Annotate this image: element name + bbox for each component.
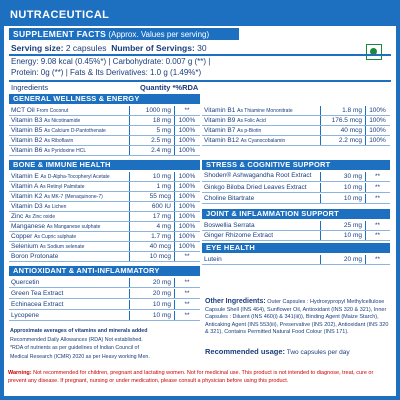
ingredient-label: Zinc — [11, 213, 24, 220]
ingredient-rda: ** — [184, 253, 190, 260]
row-separator — [202, 203, 390, 204]
warning-box — [4, 366, 396, 396]
ingredient-quantity: 18 mg — [152, 117, 171, 124]
ingredient-source: From Coconut — [36, 108, 69, 114]
ingredient-label: Vitamin E — [11, 173, 39, 180]
ingredient-rda: 100% — [178, 203, 196, 210]
ingredient-name — [204, 183, 318, 192]
ingredient-source: As MK-7 (Menaquinone-7) — [44, 194, 103, 200]
ingredient-source: As p-Biotin — [237, 128, 262, 134]
table-row — [9, 212, 200, 221]
divider — [9, 80, 391, 82]
table-row — [202, 116, 390, 125]
table-row — [9, 289, 200, 298]
ingredient-quantity: 2.5 mg — [151, 137, 171, 144]
ingredient-source: As Sodium selenate — [39, 244, 85, 250]
table-row — [9, 278, 200, 287]
recommended-usage — [205, 347, 350, 356]
ingredient-name — [204, 172, 318, 180]
serving-info: Serving size: 2 capsules Number of Servings: 30 — [11, 43, 207, 53]
ingredient-source: As Cyanocobalamin — [240, 138, 286, 144]
ingredient-source: As Riboflavin — [44, 138, 74, 144]
row-separator — [9, 155, 200, 156]
supplement-facts-title: SUPPLEMENT FACTS — [13, 29, 107, 39]
ingredient-rda: ** — [374, 256, 381, 263]
row-separator — [202, 192, 390, 193]
ingredient-source: As D-Alpha-Tocopheryl Acetate — [40, 174, 110, 180]
table-row — [9, 126, 200, 135]
ingredient-label: Lutein — [204, 256, 222, 263]
ingredient-quantity: 10 mg — [152, 173, 171, 180]
ingredient-quantity: 55 mcg — [149, 193, 171, 200]
ingredient-quantity: 2.4 mg — [151, 147, 171, 154]
protein-line: Protein: 0g (**) | Fats & Its Derivatives: 1.0 g (1.49%*) — [11, 68, 202, 77]
table-row — [202, 255, 390, 264]
ingredient-label: Vitamin D3 — [11, 203, 43, 210]
ingredient-label: Copper — [11, 233, 33, 240]
ingredient-quantity: 20 mg — [152, 290, 171, 297]
ingredient-label: Ginkgo Biloba Dried Leaves Extract — [204, 184, 307, 191]
table-row — [9, 172, 200, 181]
energy-info — [11, 56, 210, 78]
ingredient-name — [204, 231, 318, 240]
ingredient-quantity: 1 mg — [156, 183, 171, 190]
ingredient-rda: 100% — [178, 213, 196, 220]
ingredient-quantity: 40 mcg — [149, 243, 171, 250]
ingredient-rda: 100% — [369, 137, 386, 144]
table-row — [9, 222, 200, 231]
table-row — [9, 232, 200, 241]
ingredient-name — [11, 252, 127, 261]
footnotes — [10, 327, 200, 361]
ingredient-name — [204, 194, 318, 203]
ingredient-rda: 100% — [178, 137, 196, 144]
ingredient-name — [11, 311, 127, 320]
table-row — [9, 146, 200, 155]
row-separator — [9, 298, 200, 299]
table-row — [9, 311, 200, 320]
ingredient-rda: 100% — [369, 127, 386, 134]
ingredient-rda: ** — [184, 107, 190, 114]
section-eye-health: EYE HEALTH — [202, 243, 390, 253]
ingredient-quantity: 2.2 mcg — [338, 137, 362, 144]
ingredient-label: Vitamin B9 — [204, 117, 236, 124]
supplement-facts-panel — [4, 26, 396, 396]
ingredient-source: As Nicotinamide — [44, 118, 81, 124]
ingredient-name — [204, 221, 318, 230]
ingredient-label: Vitamin B7 — [204, 127, 236, 134]
ingredient-quantity: 20 mg — [152, 279, 171, 286]
ingredient-label: Vitamin B1 — [204, 107, 236, 114]
row-separator — [202, 145, 390, 146]
ingredient-quantity: 10 mg — [343, 232, 362, 239]
ingredient-source: As Pyridoxine HCL — [44, 148, 87, 154]
ingredient-rda: ** — [184, 290, 190, 297]
ingredient-rda: 100% — [178, 233, 196, 240]
ingredient-quantity: 10 mcg — [149, 253, 171, 260]
ingredient-quantity: 25 mg — [343, 222, 362, 229]
ingredient-rda: ** — [374, 184, 381, 191]
warning-label: Warning: — [8, 370, 32, 376]
table-row — [9, 242, 200, 251]
ingredient-rda: ** — [184, 279, 190, 286]
ingredient-quantity: 4 mg — [156, 223, 171, 230]
section-bone-immune: BONE & IMMUNE HEALTH — [9, 160, 200, 170]
ingredient-rda: 100% — [178, 117, 196, 124]
ingredient-quantity: 1.7 mg — [151, 233, 171, 240]
row-separator — [202, 181, 390, 182]
table-row — [202, 221, 390, 230]
ingredient-label: Lycopene — [11, 312, 39, 319]
ingredient-rda: 100% — [178, 173, 196, 180]
ingredient-rda: ** — [184, 301, 190, 308]
footnote-line: Approximate averages of vitamins and minerals added — [10, 328, 148, 334]
ingredient-source: As Cupric sulphate — [34, 234, 77, 240]
table-row — [202, 231, 390, 240]
footnote-line: Medical Research (ICMR) 2020 as per Heavy working Men. — [10, 353, 150, 360]
ingredient-rda: 100% — [178, 127, 196, 134]
ingredient-quantity: 10 mg — [152, 312, 171, 319]
ingredient-quantity: 5 mg — [156, 127, 171, 134]
ingredient-label: Ginger Rhizome Extract — [204, 232, 273, 239]
ingredient-quantity: 10 mg — [152, 301, 171, 308]
section-joint-inflammation: JOINT & INFLAMMATION SUPPORT — [202, 209, 390, 219]
ingredient-label: Vitamin A — [11, 183, 38, 190]
footnote-line: Recommended Daily Allowances (RDA) Not established. — [10, 336, 143, 343]
ingredient-rda: 100% — [178, 243, 196, 250]
supplement-facts-note: (Approx. Values per serving) — [108, 30, 210, 39]
table-row — [9, 116, 200, 125]
ingredient-quantity: 20 mg — [343, 256, 362, 263]
ingredient-label: Echinacea Extract — [11, 301, 64, 308]
ingredient-label: Boron Protonate — [11, 253, 59, 260]
ingredient-rda: 100% — [369, 117, 386, 124]
row-separator — [202, 264, 390, 265]
ingredient-quantity: 176.5 mcg — [331, 117, 362, 124]
table-row — [202, 136, 390, 145]
ingredient-rda: 100% — [178, 183, 196, 190]
ingredient-rda: 100% — [178, 147, 196, 154]
ingredient-quantity: 30 mg — [343, 173, 362, 180]
ingredient-label: Selenium — [11, 243, 39, 250]
ingredient-quantity: 1.8 mg — [342, 107, 362, 114]
other-ingredients-text: Outer Capsules : Hydroxypropyl Methylcellulose Capsule Shell (INS 464), Sunflower Oil, Antioxidant (INS 320 & 321), Inner Capsules : Diluent (INS 460(i) & 341(iii)), Binding Agent (Maize Starch), Anticaking Agent (INS 553(iii), Preservative (INS 202), Antioxidant (INS 320 & 321), Contains Permitted Natural Food Colour (INS 171). — [205, 299, 389, 335]
ingredient-quantity: 40 mcg — [340, 127, 362, 134]
ingredient-label: MCT Oil — [11, 107, 35, 114]
recommended-usage-text: Two capsules per day — [286, 349, 350, 356]
row-separator — [9, 320, 200, 321]
ingredient-name — [11, 278, 127, 287]
ingredient-label: Vitamin B6 — [11, 147, 43, 154]
supplement-facts-header — [9, 28, 239, 40]
vegetarian-mark-icon — [366, 44, 382, 60]
ingredient-rda: ** — [184, 312, 190, 319]
table-row — [202, 106, 390, 115]
ingredient-rda: ** — [374, 173, 381, 180]
ingredient-label: Choline Bitartrate — [204, 195, 255, 202]
table-row — [202, 172, 390, 181]
ingredient-rda: ** — [374, 222, 381, 229]
table-row — [202, 126, 390, 135]
warning-text: Not recommended for children, pregnant and lactating women. Not for medicinal use. This product is not intended to diagnose, treat, cure or prevent any disease. If pregnant, nursing or under medication, please consult a physician before using this product. — [8, 370, 374, 384]
recommended-usage-label: Recommended usage: — [205, 347, 286, 356]
energy-line: Energy: 9.08 kcal (0.45%*) | Carbohydrate: 0.007 g (**) | — [11, 57, 211, 66]
ingredient-label: Vitamin B12 — [204, 137, 239, 144]
footnote-line: *RDA of nutrients as per guidelines of Indian Council of — [10, 345, 139, 351]
ingredient-name — [204, 255, 318, 264]
table-row — [9, 202, 200, 211]
table-row — [9, 182, 200, 191]
ingredient-label: Vitamin B2 — [11, 137, 43, 144]
ingredient-rda: ** — [374, 195, 381, 202]
table-row — [9, 136, 200, 145]
ingredients-header: Ingredients — [11, 83, 49, 92]
row-separator — [202, 240, 390, 241]
ingredient-source: As Manganese sulphate — [46, 224, 101, 230]
row-separator — [9, 309, 200, 310]
ingredient-label: Shoden® Ashwagandha Root Extract — [204, 172, 312, 179]
row-separator — [9, 287, 200, 288]
ingredient-source: As Thiamine Mononitrate — [237, 108, 293, 114]
ingredient-source: As Zinc oxide — [25, 214, 56, 220]
ingredient-quantity: 10 mg — [343, 184, 362, 191]
table-row — [202, 194, 390, 203]
ingredient-source: As Folic Acid — [237, 118, 266, 124]
table-row — [202, 183, 390, 192]
ingredient-label: Manganese — [11, 223, 45, 230]
quantity-rda-header: Quantity *%RDA — [140, 83, 199, 92]
table-row — [9, 106, 200, 115]
table-row — [9, 300, 200, 309]
ingredient-quantity: 17 mg — [152, 213, 171, 220]
ingredient-source: As Retinyl Palmitate — [39, 184, 85, 190]
ingredient-quantity: 600 IU — [151, 203, 171, 210]
ingredient-rda: 100% — [178, 223, 196, 230]
section-general-wellness: GENERAL WELLNESS & ENERGY — [9, 94, 200, 104]
ingredient-label: Vitamin B5 — [11, 127, 43, 134]
ingredient-source: As Lichen — [44, 204, 67, 210]
ingredient-label: Vitamin K2 — [11, 193, 43, 200]
table-row — [9, 252, 200, 261]
ingredient-label: Green Tea Extract — [11, 290, 64, 297]
brand-title: NUTRACEUTICAL — [10, 9, 110, 21]
ingredient-label: Boswellia Serrata — [204, 222, 255, 229]
section-antioxidant: ANTIOXIDANT & ANTI-INFLAMMATORY — [9, 266, 200, 276]
table-row — [9, 192, 200, 201]
other-ingredients-label: Other Ingredients: — [205, 298, 266, 305]
ingredient-quantity: 10 mg — [343, 195, 362, 202]
row-separator — [9, 261, 200, 262]
ingredient-rda: ** — [374, 232, 381, 239]
ingredient-rda: 100% — [369, 107, 386, 114]
ingredient-name — [11, 300, 127, 309]
ingredient-quantity: 1000 mg — [145, 107, 171, 114]
ingredient-name — [11, 289, 127, 298]
ingredient-label: Quercetin — [11, 279, 40, 286]
ingredient-label: Vitamin B3 — [11, 117, 43, 124]
ingredient-rda: 100% — [178, 193, 196, 200]
ingredient-source: As Calcium D-Pantothenate — [44, 128, 106, 134]
other-ingredients — [205, 298, 393, 337]
section-stress-cognitive: STRESS & COGNITIVE SUPPORT — [202, 160, 390, 170]
